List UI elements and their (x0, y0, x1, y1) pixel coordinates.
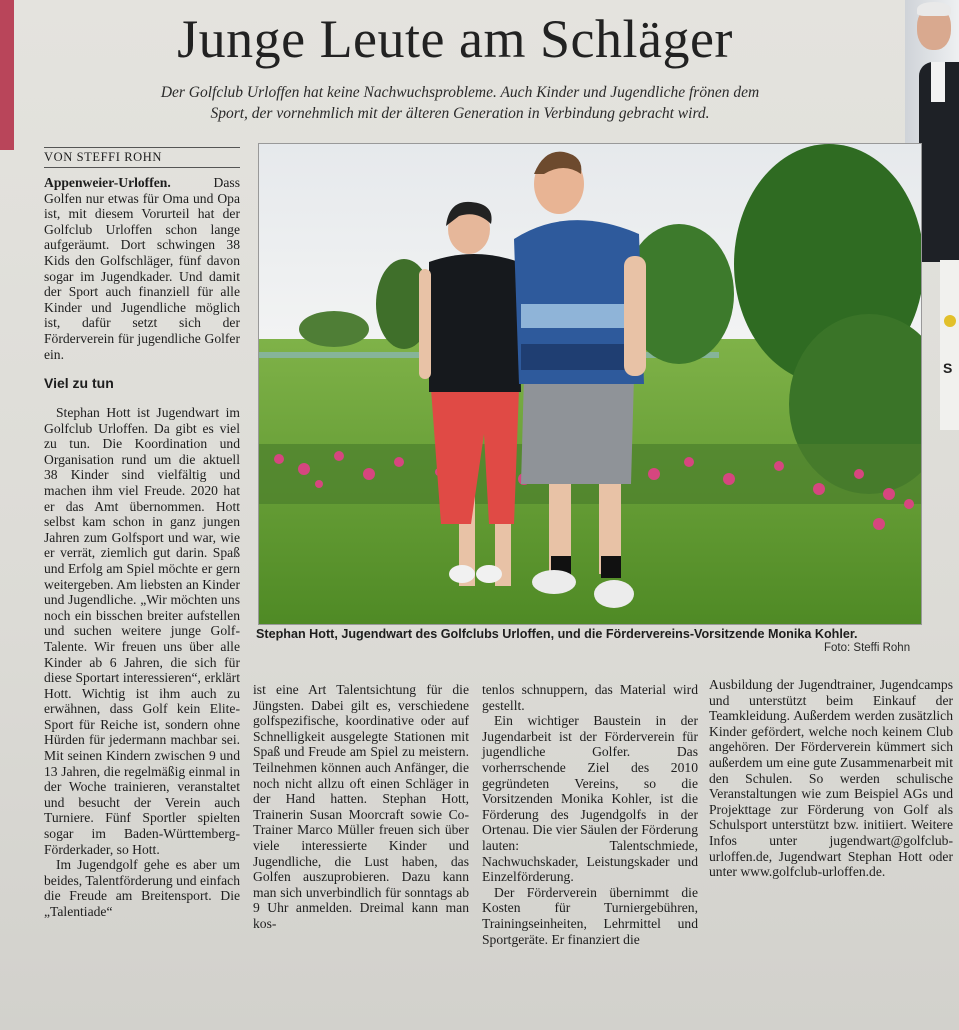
lead-text: Dass Golfen nur etwas für Oma und Opa ist, mit diesem Vorurteil hat der Golfclub Urloffen schon lange aufgeräumt. Dort schwingen 38 Kids den Golfschläger, fünf davon sogar im Jugendkader. Und damit der Sport auch finanziell für alle Kinder und Jugendliche möglich ist, dafür setzt sich der Förderverein für jugendliche Golfer ein. (44, 175, 240, 362)
subtitle-line-1: Der Golfclub Urloffen hat keine Nachwuchsprobleme. Auch Kinder und Jugendliche frönen dem (160, 84, 760, 101)
column-1-lead (44, 175, 240, 362)
lead-place: Appenweier-Urloffen. (44, 175, 171, 190)
hedge (299, 311, 369, 347)
subheading: Viel zu tun (44, 375, 114, 391)
subtitle-line-2: Sport, der vornehmlich mit der älteren Generation in Verbindung gebracht wird. (210, 105, 710, 122)
body-paragraph: Im Jugendgolf gehe es aber um beides, Talentförderung und einfach die Freude am Breitensport. Die „Talentiade“ (44, 857, 240, 919)
body-paragraph: ist eine Art Talentsichtung für die Jüngsten. Dabei gilt es, verschiedene golfspezifische, koordinative oder auf Schnelligkeit ausgelegte Stationen mit Spaß und Freude am Spiel zu meistern. Teilnehmen können auch Anfänger, die noch nicht allzu oft einen Schläger in der Hand hatten. Stephan Hott, Trainerin Susan Moorcraft sowie Co-Trainer Marco Müller freuen sich über viele interessierte Kinder und Jugendliche, die Lust haben, das Golfen auszuprobieren. Dazu kann man sich unverbindlich für sonntags ab 9 Uhr anmelden. Dreimal kann man kos- (253, 682, 469, 931)
body-paragraph: Stephan Hott ist Jugendwart im Golfclub Urloffen. Da gibt es viel zu tun. Die Koordination und Organisation rund um die aktuell 38 Kinder sind vielfältig und machen ihm viel Freude. 2020 hat er das Amt übernommen. Hott selbst kam schon in ganz jungen Jahren zum Golfsport und war, wie er verrät, ziemlich gut darin. Spaß und Erfolg am Spiel möchte er gern weitergeben. Am liebsten an Kinder und Jugendliche. „Wir möchten uns noch ein bisschen breiter aufstellen und suchen weitere junge Golf-Talente. Wir freuen uns über alle Kinder ab 6 Jahren, die sich für diese Sportart interessieren“, erklärt Hott. Wichtig ist ihm auch zu erwähnen, dass Golf kein Elite-Sport für Reiche ist, sondern ohne Hürden für jedermann machbar sei. Mit seinen Kindern zwischen 9 und 13 Jahren, die regelmäßig einmal in der Woche trainieren, veranstaltet und besucht der Verein auch Turniere. Fünf Sportler spielten sogar im Baden-Württemberg-Förderkader, so Hott. (44, 405, 240, 857)
column-4 (709, 677, 953, 880)
photo-illustration (259, 144, 921, 624)
article-photo (258, 143, 922, 625)
body-paragraph: tenlos schnuppern, das Material wird gestellt. (482, 682, 698, 713)
column-3 (482, 682, 698, 947)
body-paragraph: Der Förderverein übernimmt die Kosten für Turniergebühren, Trainingseinheiten, Lehrmittel und Sportgeräte. Er finanziert die (482, 884, 698, 947)
adjacent-letter: S (943, 360, 953, 376)
column-2 (253, 682, 469, 932)
lead-paragraph (44, 175, 240, 362)
column-1-body (44, 405, 240, 920)
adjacent-page-strip (940, 260, 959, 430)
body-paragraph: Ein wichtiger Baustein in der Jugendarbeit ist der Förderverein für jugendliche Golfer. Das vorherrschende Ziel des 2010 gegründeten Vereins, so die Vorsitzenden Monika Kohler, ist die Förderung des Jugendgolfs in der Ortenau. Die vier Säulen der Förderung lauten: Talentschmiede, Nachwuchskader, Leistungskader und Einzelförderung. (482, 713, 698, 885)
body-paragraph: Ausbildung der Jugendtrainer, Jugendcamps und unterstützt beim Einkauf der Teamkleidung. Außerdem werden zusätzlich Kinder gefördert, welche noch keinem Club angehören. Der Förderverein kümmert sich außerdem um eine gute Zusammenarbeit mit den Schulen. So werden schulische Veranstaltungen wie zum Beispiel AGs und Projekttage zur Förderung von Golf als Schulsport unterstützt bzw. initiiert. Weitere Infos unter jugendwart@golfclub-urloffen.de, Jugendwart Stephan Hott oder unter www.golfclub-urloffen.de. (709, 677, 953, 880)
adjacent-badge-icon (944, 315, 956, 327)
adjacent-hair (917, 2, 951, 16)
headline: Junge Leute am Schläger (177, 9, 733, 69)
subtitle (40, 82, 880, 124)
byline: VON STEFFI ROHN (44, 147, 240, 168)
photo-credit: Foto: Steffi Rohn (824, 642, 911, 654)
adjacent-shirt (931, 62, 945, 102)
photo-caption: Stephan Hott, Jugendwart des Golfclubs Urloffen, und die Fördervereins-Vorsitzende Monika Kohler. (256, 627, 858, 641)
